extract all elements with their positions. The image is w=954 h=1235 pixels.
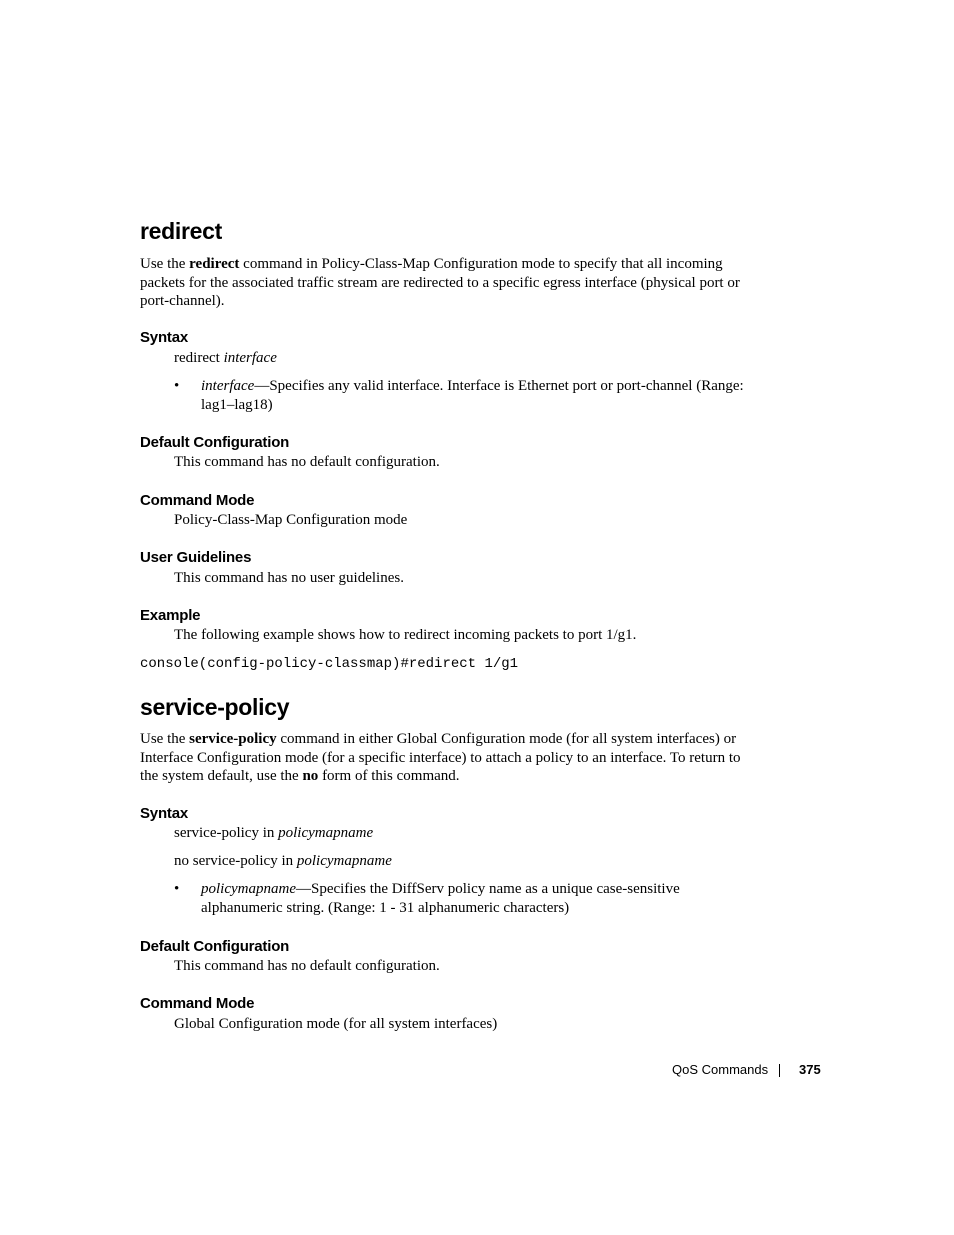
syntax-param: policymapname xyxy=(278,825,374,841)
service-policy-default-heading: Default Configuration xyxy=(140,938,290,955)
intro-text: Use the xyxy=(140,256,190,272)
footer-page-number: 375 xyxy=(799,1062,821,1077)
intro-no-keyword: no xyxy=(302,768,319,784)
service-policy-mode-text: Global Configuration mode (for all system interfaces) xyxy=(174,1016,498,1032)
syntax-command: no service-policy in xyxy=(174,853,297,869)
redirect-param-desc xyxy=(201,377,761,414)
redirect-intro xyxy=(140,255,760,311)
redirect-example-text: The following example shows how to redirect incoming packets to port 1/g1. xyxy=(174,627,637,643)
service-policy-mode-heading: Command Mode xyxy=(140,995,255,1012)
syntax-param: policymapname xyxy=(296,853,392,869)
service-policy-syntax-line xyxy=(174,824,754,843)
intro-text: command in Policy-Class-Map Configuration mode to specify that all incoming packets for the associated traffic stream are redirected to a specific egress interface (physical port or port-channel). xyxy=(140,256,740,309)
service-policy-intro xyxy=(140,730,760,786)
redirect-example-code: console(config-policy-classmap)#redirect 1/g1 xyxy=(140,656,519,672)
intro-text: Use the xyxy=(140,731,190,747)
intro-text: form of this command. xyxy=(318,768,460,784)
redirect-mode-text: Policy-Class-Map Configuration mode xyxy=(174,512,408,528)
redirect-guidelines-heading: User Guidelines xyxy=(140,549,252,566)
redirect-mode-heading: Command Mode xyxy=(140,492,255,509)
param-text: —Specifies the DiffServ policy name as a unique case-sensitive alphanumeric string. (Range: 1 - 31 alphanumeric characters) xyxy=(201,881,680,916)
redirect-default-heading: Default Configuration xyxy=(140,434,290,451)
syntax-param: interface xyxy=(223,350,277,366)
service-policy-title: service-policy xyxy=(140,694,290,720)
bullet-marker: • xyxy=(174,881,180,897)
footer-divider xyxy=(779,1064,780,1077)
redirect-guidelines-text: This command has no user guidelines. xyxy=(174,570,404,586)
footer-section-name: QoS Commands xyxy=(672,1062,769,1077)
service-policy-param-desc xyxy=(201,880,761,917)
syntax-command: redirect xyxy=(174,350,220,366)
service-policy-no-syntax-line xyxy=(174,852,754,871)
service-policy-syntax-heading: Syntax xyxy=(140,805,188,822)
param-name: policymapname xyxy=(201,881,296,897)
param-name: interface xyxy=(201,378,255,394)
bullet-marker: • xyxy=(174,378,180,394)
param-text: —Specifies any valid interface. Interface is Ethernet port or port-channel (Range: lag1–lag18) xyxy=(201,378,744,413)
redirect-example-heading: Example xyxy=(140,607,201,624)
redirect-default-text: This command has no default configuration. xyxy=(174,454,440,470)
intro-command: service-policy xyxy=(189,731,277,747)
redirect-title: redirect xyxy=(140,218,222,244)
intro-text: command in either Global Configuration mode (for all system interfaces) or Interface Configuration mode (for a specific interface) to attach a policy to an interface. To return to the system default, use the xyxy=(140,731,741,784)
intro-command: redirect xyxy=(189,256,240,272)
service-policy-default-text: This command has no default configuration. xyxy=(174,958,440,974)
syntax-command: service-policy in xyxy=(174,825,279,841)
redirect-syntax-heading: Syntax xyxy=(140,329,188,346)
redirect-syntax-line xyxy=(174,349,754,368)
